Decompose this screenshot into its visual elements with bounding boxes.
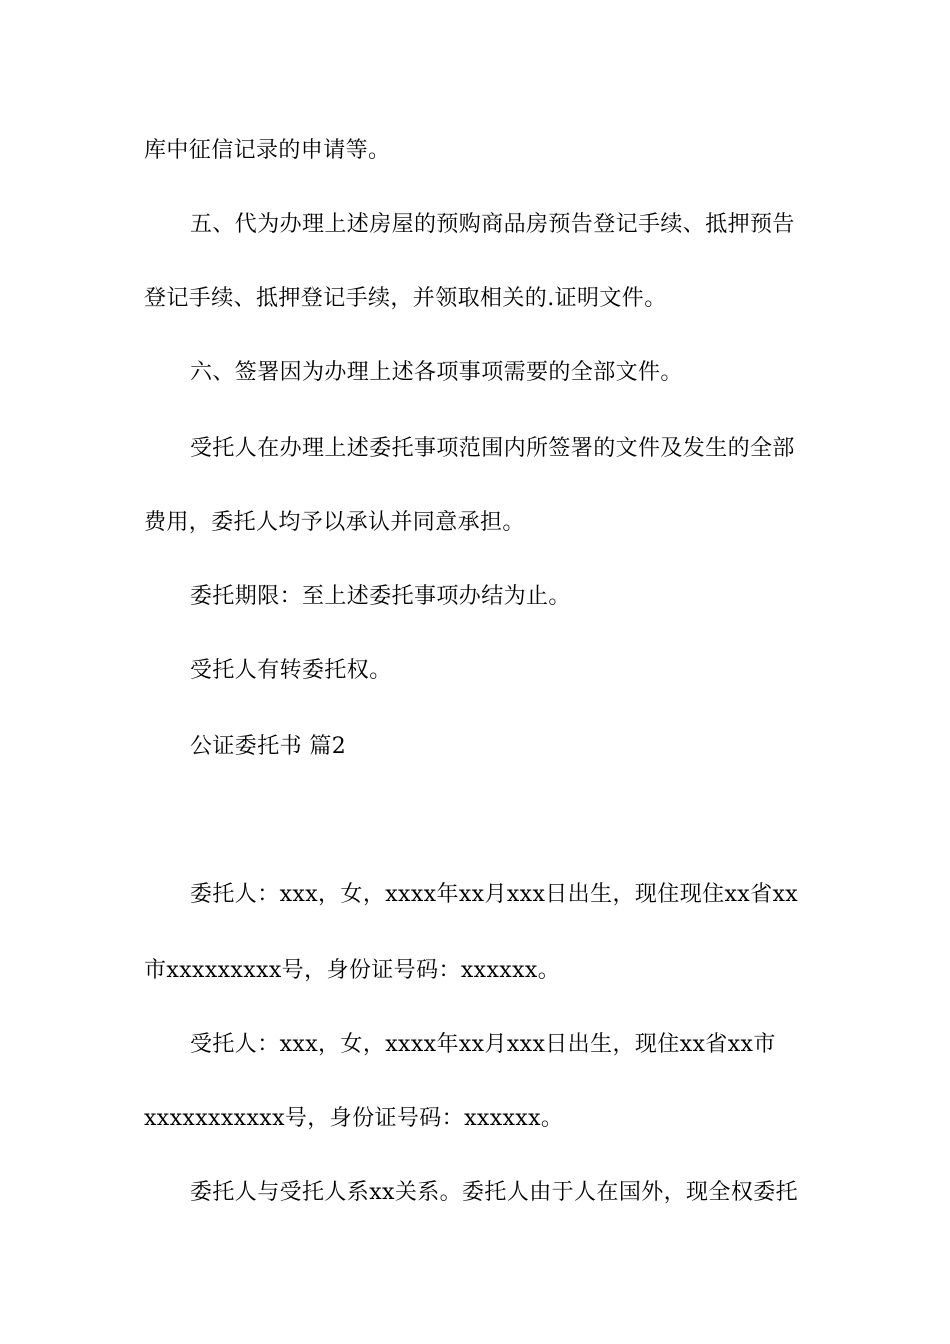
text-line-4: 六、签署因为办理上述各项事项需要的全部文件。 xyxy=(190,360,683,385)
text-line-8: 受托人有转委托权。 xyxy=(190,658,392,683)
text-line-13: xxxxxxxxxxx号，身份证号码：xxxxxx。 xyxy=(144,1106,564,1131)
text-line-5: 受托人在办理上述委托事项范围内所签署的文件及发生的全部 xyxy=(190,436,795,461)
text-line-11: 市xxxxxxxxx号，身份证号码：xxxxxx。 xyxy=(144,958,561,983)
text-line-12: 受托人：xxx，女，xxxx年xx月xxx日出生，现住xx省xx市 xyxy=(190,1032,776,1057)
text-line-14: 委托人与受托人系xx关系。委托人由于人在国外，现全权委托 xyxy=(190,1180,799,1205)
text-line-7: 委托期限：至上述委托事项办结为止。 xyxy=(190,584,571,609)
section-heading: 公证委托书 篇2 xyxy=(190,734,347,759)
text-line-1: 库中征信记录的申请等。 xyxy=(144,138,391,163)
text-line-2: 五、代为办理上述房屋的预购商品房预告登记手续、抵押预告 xyxy=(190,212,795,237)
text-line-10: 委托人：xxx，女，xxxx年xx月xxx日出生，现住现住xx省xx xyxy=(190,882,799,907)
text-line-3: 登记手续、抵押登记手续，并领取相关的.证明文件。 xyxy=(144,286,667,311)
text-line-6: 费用，委托人均予以承认并同意承担。 xyxy=(144,510,525,535)
